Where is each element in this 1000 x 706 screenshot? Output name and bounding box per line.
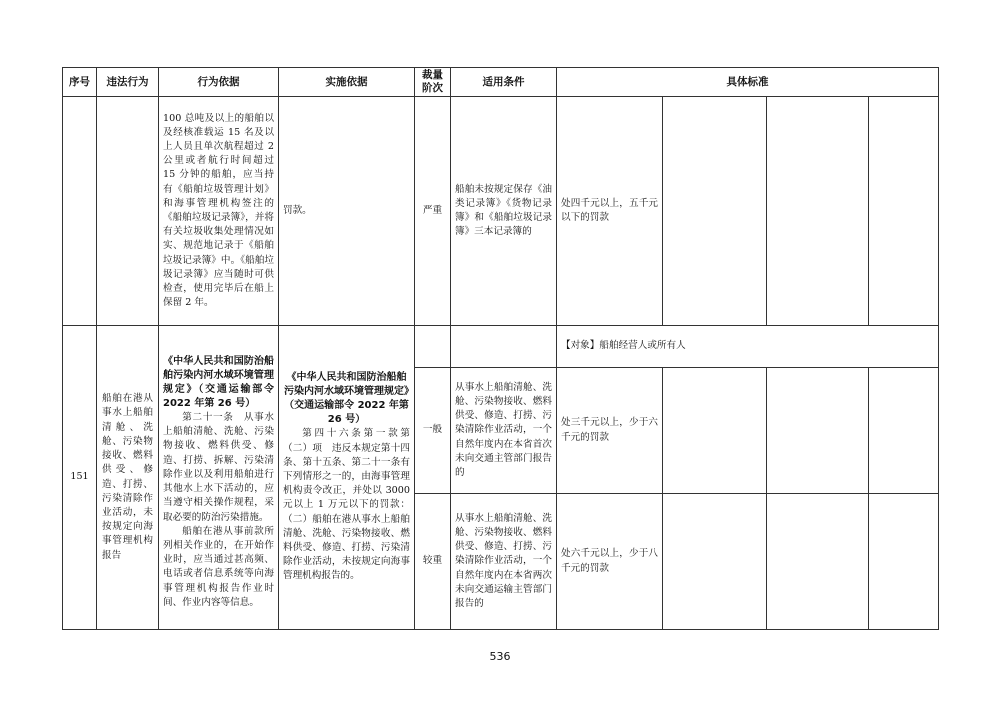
- header-seq: 序号: [63, 68, 97, 97]
- cell-prev-condition: [451, 97, 557, 326]
- header-violation: 违法行为: [97, 68, 159, 97]
- prev-standard-text: 处四千元以上，五千元以下的罚款: [561, 197, 658, 223]
- standard-general-text: 处三千元以上，少于六千元的罚款: [561, 417, 658, 443]
- cell-151-serious-empty-3: [869, 494, 939, 630]
- condition-serious-text: 从事水上船舶清舱、洗舱、污染物接收、燃料供受、修造、打捞、污染清除作业活动，一个自然年度内在本省两次未向交通运输主管部门报告的: [455, 512, 552, 609]
- condition-general-text: 从事水上船舶清舱、洗舱、污染物接收、燃料供受、修造、打捞、污染清除作业活动，一个自然年度内在本省首次未向交通主管部门报告的: [455, 381, 552, 478]
- cell-prev-violation: [97, 97, 159, 326]
- cell-151-impl: [279, 326, 415, 630]
- cell-151-standard-serious: [557, 494, 663, 630]
- basis-151-title: 《中华人民共和国防治船舶污染内河水域环境管理规定》（交通运输部令 2022 年第 26 号）: [163, 356, 274, 410]
- header-level: 裁量阶次: [415, 68, 451, 97]
- cell-151-general-empty-2: [767, 368, 869, 494]
- cell-151-violation: [97, 326, 159, 630]
- prev-impl-text: 罚款。: [283, 204, 312, 216]
- header-basis: 行为依据: [159, 68, 279, 97]
- cell-151-serious-empty-1: [663, 494, 767, 630]
- basis-151-p2: 船舶在港从事前款所列相关作业的，在开始作业时，应当通过甚高频、电话或者信息系统等向海事管理机构报告作业时间、作业内容等信息。: [163, 525, 274, 608]
- cell-prev-empty-2: [767, 97, 869, 326]
- cell-prev-level: 严重: [415, 97, 451, 326]
- basis-151-p1: 第二十一条 从事水上船舶清舱、洗舱、污染物接收、燃料供受、修造、打捞、拆解、污染清除作业以及利用船舶进行其他水上水下活动的，应当遵守相关操作规程，采取必要的防治污染措施。: [163, 412, 274, 523]
- cell-prev-impl: [279, 97, 415, 326]
- cell-151-serious-empty-2: [767, 494, 869, 630]
- cell-151-standard-general: [557, 368, 663, 494]
- cell-prev-standard: [557, 97, 663, 326]
- cell-151-target-level: [415, 326, 451, 368]
- prev-condition-text: 船舶未按规定保存《油类记录簿》《货物记录簿》和《船舶垃圾记录簿》三本记录簿的: [455, 183, 552, 238]
- cell-prev-basis: [159, 97, 279, 326]
- cell-151-condition-general: [451, 368, 557, 494]
- page-number: 536: [489, 650, 511, 663]
- penalty-standard-table: [62, 67, 939, 630]
- impl-151-p1: 第四十六条第一款第（二）项 违反本规定第十四条、第十五条、第二十一条有下列情形之一的，由海事管理机构责令改正，并处以 3000 元以上 1 万元以下的罚款：（二）船舶在港从事水上船舶清舱、洗舱、污染物接收、燃料供受、修造、打捞、污染清除作业活动，未按规定向海事管理机构报告的。: [283, 428, 410, 582]
- header-row: [63, 68, 939, 97]
- cell-151-condition-serious: [451, 494, 557, 630]
- header-condition: 适用条件: [451, 68, 557, 97]
- header-impl-basis: 实施依据: [279, 68, 415, 97]
- cell-151-target: [557, 326, 939, 368]
- cell-151-seq: 151: [63, 326, 97, 630]
- cell-151-general-empty-1: [663, 368, 767, 494]
- table-row-151-target: [63, 326, 939, 368]
- cell-151-level-serious: 较重: [415, 494, 451, 630]
- cell-151-target-condition: [451, 326, 557, 368]
- header-standard: 具体标准: [557, 68, 939, 97]
- cell-prev-empty-1: [663, 97, 767, 326]
- cell-151-general-empty-3: [869, 368, 939, 494]
- impl-151-title: 《中华人民共和国防治船舶污染内河水域环境管理规定》（交通运输部令 2022 年第 26 号）: [284, 372, 409, 426]
- cell-151-basis: [159, 326, 279, 630]
- table-row-prev: [63, 97, 939, 326]
- cell-prev-seq: [63, 97, 97, 326]
- cell-151-level-general: 一般: [415, 368, 451, 494]
- prev-basis-text: 100 总吨及以上的船舶以及经核准载运 15 名及以上人员且单次航程超过 2 公里或者航行时间超过 15 分钟的船舶，应当持有《船舶垃圾管理计划》和海事管理机构签注的《船舶垃圾记录簿》，并将有关垃圾收集处理情况如实、规范地记录于《船舶垃圾记录簿》中。《船舶垃圾记录簿》应当随时可供检查，使用完毕后在船上保留 2 年。: [163, 112, 274, 309]
- cell-prev-empty-3: [869, 97, 939, 326]
- standard-serious-text: 处六千元以上，少于八千元的罚款: [561, 548, 658, 574]
- violation-151-text: 船舶在港从事水上船舶清舱、洗舱、污染物接收、燃料供受、修造、打捞、污染清除作业活动，未按规定向海事管理机构报告: [102, 393, 153, 561]
- target-151-text: 【对象】船舶经营人或所有人: [561, 340, 686, 352]
